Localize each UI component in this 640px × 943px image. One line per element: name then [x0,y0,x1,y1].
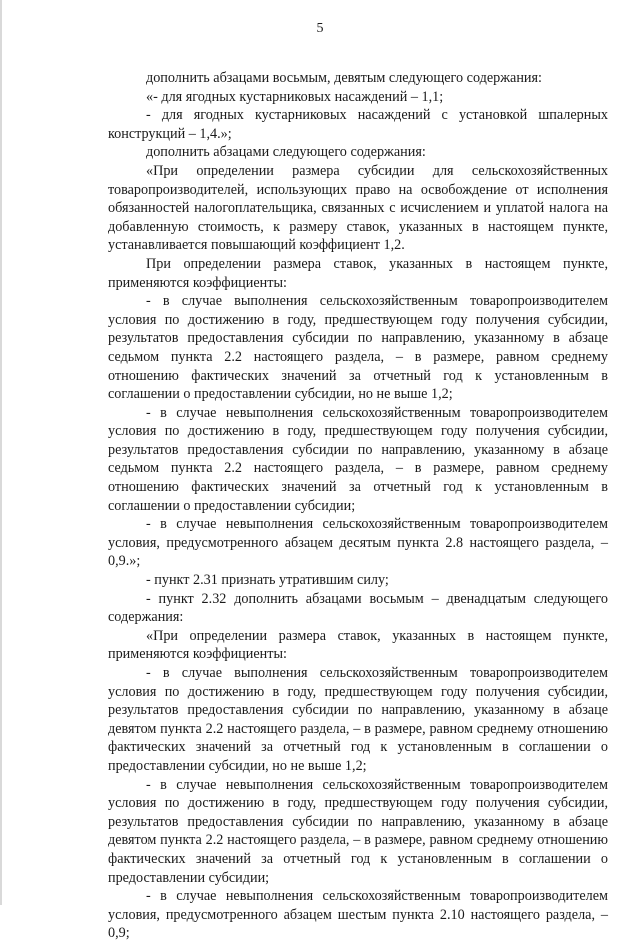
page-number: 5 [316,21,324,36]
paragraph-berry-bushes-trellis: - для ягодных кустарниковых насаждений с установкой шпалерных конструкций – 1,4.»; [108,107,608,142]
paragraph-clause-2-31: - пункт 2.31 признать утратившим силу; [146,572,389,589]
document-body [108,69,608,943]
paragraph-fulfilled-seventh: - в случае выполнения сельскохозяйственным товаропроизводителем условия по достижению в году, предшествующем году получения субсидии, результатов предоставления субсидии по направлению, указанному в абзаце седьмом пункта 2.2 настоящего раздела, – в размере, равном среднему отношению фактических значений за отчетный год к установленным в соглашении о предоставлении субсидии, но не выше 1,2; [108,293,608,403]
paragraph-coefficients-intro-2: «При определении размера ставок, указанных в настоящем пункте, применяются коэффициенты: [108,627,608,663]
paragraph-unfulfilled-ninth: - в случае невыполнения сельскохозяйственным товаропроизводителем условия по достижению в году, предшествующем году получения субсидии, результатов предоставления субсидии по направлению, указанному в абзаце девятом пункта 2.2 настоящего раздела, – в размере, равном среднему отношению фактических значений за отчетный год к установленным в соглашении о предоставлении субсидии; [108,776,608,886]
paragraph-clause-2-32: - пункт 2.32 дополнить абзацами восьмым – двенадцатым следующего содержания: [108,590,608,626]
paragraph-berry-bushes: «- для ягодных кустарниковых насаждений – 1,1; [146,88,444,105]
paragraph-unfulfilled-seventh: - в случае невыполнения сельскохозяйственным товаропроизводителем условия по достижению в году, предшествующем году получения субсидии, результатов предоставления субсидии по направлению, указанному в абзаце седьмом пункта 2.2 настоящего раздела, – в размере, равном среднему отношению фактических значений за отчетный год к установленным в соглашении о предоставлении субсидии; [108,404,608,514]
paragraph-vat-coefficient: «При определении размера субсидии для сельскохозяйственных товаропроизводителей, использующих право на освобождение от исполнения обязанностей налогоплательщика, связанных с исчислением и уплатой налога на добавленную стоимость, к размеру ставок, указанных в настоящем пункте, устанавливается повышающий коэффициент 1,2. [108,162,608,254]
paragraph-unfulfilled-2-8: - в случае невыполнения сельскохозяйственным товаропроизводителем условия, предусмотренного абзацем десятым пункта 2.8 настоящего раздела, – 0,9.»; [108,516,608,570]
paragraph-add-following: дополнить абзацами следующего содержания: [146,144,426,161]
paragraph-coefficients-intro: При определении размера ставок, указанных в настоящем пункте, применяются коэффициенты: [108,255,608,291]
paragraph-unfulfilled-2-10: - в случае невыполнения сельскохозяйственным товаропроизводителем условия, предусмотренного абзацем шестым пункта 2.10 настоящего раздела, – 0,9; [108,888,608,942]
paragraph-fulfilled-ninth: - в случае выполнения сельскохозяйственным товаропроизводителем условия по достижению в году, предшествующем году получения субсидии, результатов предоставления субсидии по направлению, указанному в абзаце девятом пункта 2.2 настоящего раздела, – в размере, равном среднему отношению фактических значений за отчетный год к установленным в соглашении о предоставлении субсидии, но не выше 1,2; [108,665,608,774]
scan-edge-line [0,0,2,905]
paragraph-add-paragraphs-8-9: дополнить абзацами восьмым, девятым следующего содержания: [146,70,542,86]
